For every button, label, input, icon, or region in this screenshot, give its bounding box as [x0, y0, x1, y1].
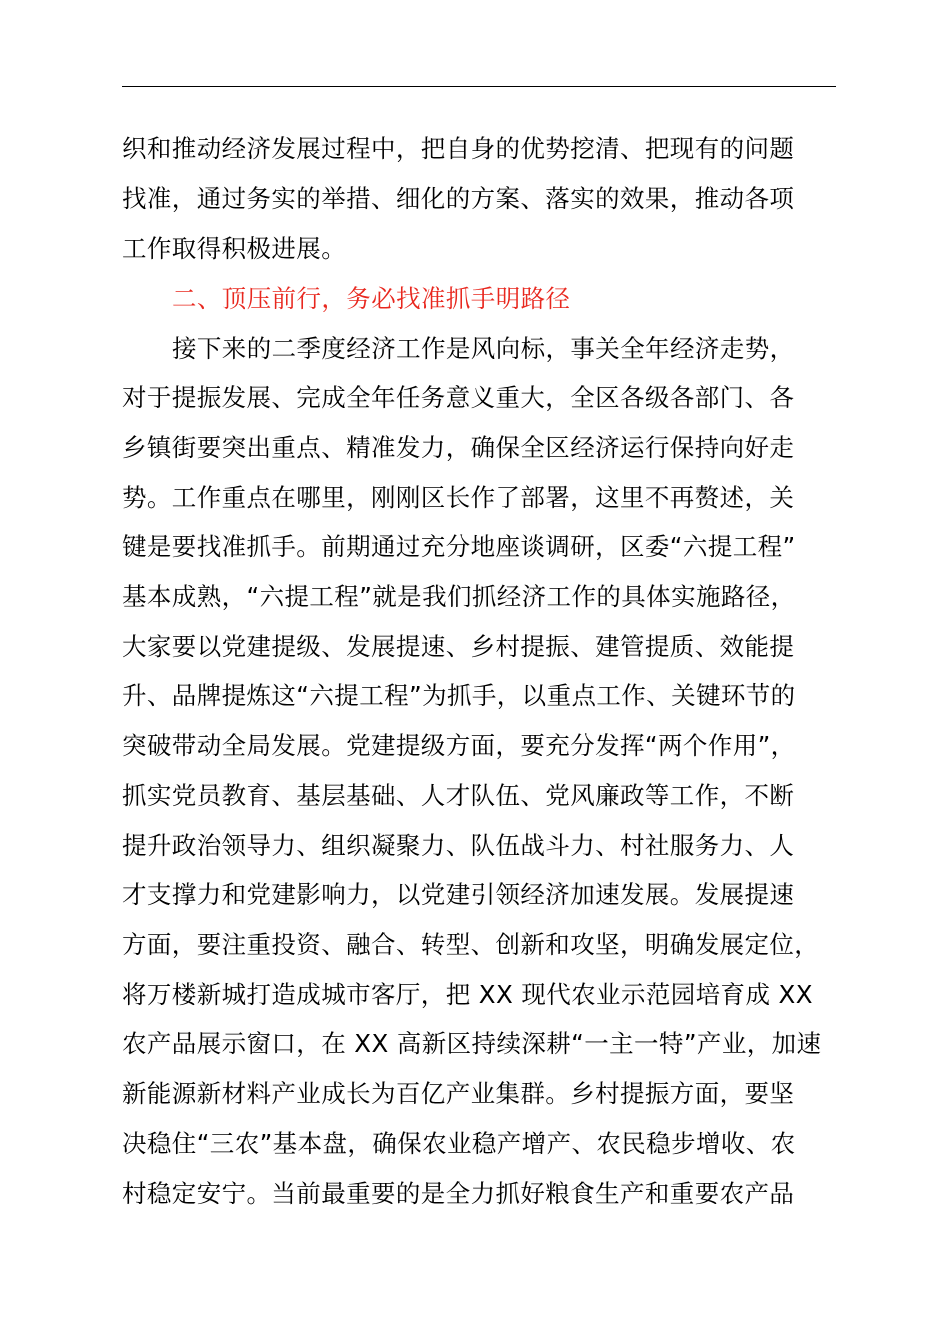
body-text-line: 接下来的二季度经济工作是风向标，事关全年经济走势， — [172, 334, 795, 363]
body-text-line: 方面，要注重投资、融合、转型、创新和攻坚，明确发展定位， — [122, 930, 820, 959]
body-text-line: 村稳定安宁。当前最重要的是全力抓好粮食生产和重要农产品 — [122, 1179, 795, 1208]
body-text-line: 基本成熟，“六提工程”就是我们抓经济工作的具体实施路径， — [122, 582, 796, 611]
body-text-line: 织和推动经济发展过程中，把自身的优势挖清、把现有的问题 — [122, 134, 795, 163]
body-text-line: 势。工作重点在哪里，刚刚区长作了部署，这里不再赘述，关 — [122, 483, 795, 512]
body-text-line: 抓实党员教育、基层基础、人才队伍、党风廉政等工作，不断 — [122, 781, 795, 810]
body-text-line: 工作取得积极进展。 — [122, 234, 347, 263]
body-text-line: 突破带动全局发展。党建提级方面，要充分发挥“两个作用”， — [122, 731, 796, 760]
body-text-line: 提升政治领导力、组织凝聚力、队伍战斗力、村社服务力、人 — [122, 831, 795, 860]
section-heading: 二、顶压前行，务必找准抓手明路径 — [172, 284, 571, 313]
body-text-line: 乡镇街要突出重点、精准发力，确保全区经济运行保持向好走 — [122, 433, 795, 462]
body-text-line: 决稳住“三农”基本盘，确保农业稳产增产、农民稳步增收、农 — [122, 1129, 796, 1158]
body-text-line: 农产品展示窗口，在 XX 高新区持续深耕“一主一特”产业，加速 — [122, 1029, 822, 1058]
header-rule — [122, 86, 836, 87]
body-text-line: 才支撑力和党建影响力，以党建引领经济加速发展。发展提速 — [122, 880, 795, 909]
body-text-line: 大家要以党建提级、发展提速、乡村提振、建管提质、效能提 — [122, 632, 795, 661]
body-text-line: 将万楼新城打造成城市客厅，把 XX 现代农业示范园培育成 XX — [122, 980, 813, 1009]
body-text-line: 对于提振发展、完成全年任务意义重大，全区各级各部门、各 — [122, 383, 795, 412]
body-text-line: 升、品牌提炼这“六提工程”为抓手，以重点工作、关键环节的 — [122, 681, 796, 710]
body-text-line: 键是要找准抓手。前期通过充分地座谈调研，区委“六提工程” — [122, 532, 796, 561]
body-text-line: 新能源新材料产业成长为百亿产业集群。乡村提振方面，要坚 — [122, 1079, 795, 1108]
body-text-line: 找准，通过务实的举措、细化的方案、落实的效果，推动各项 — [122, 184, 795, 213]
